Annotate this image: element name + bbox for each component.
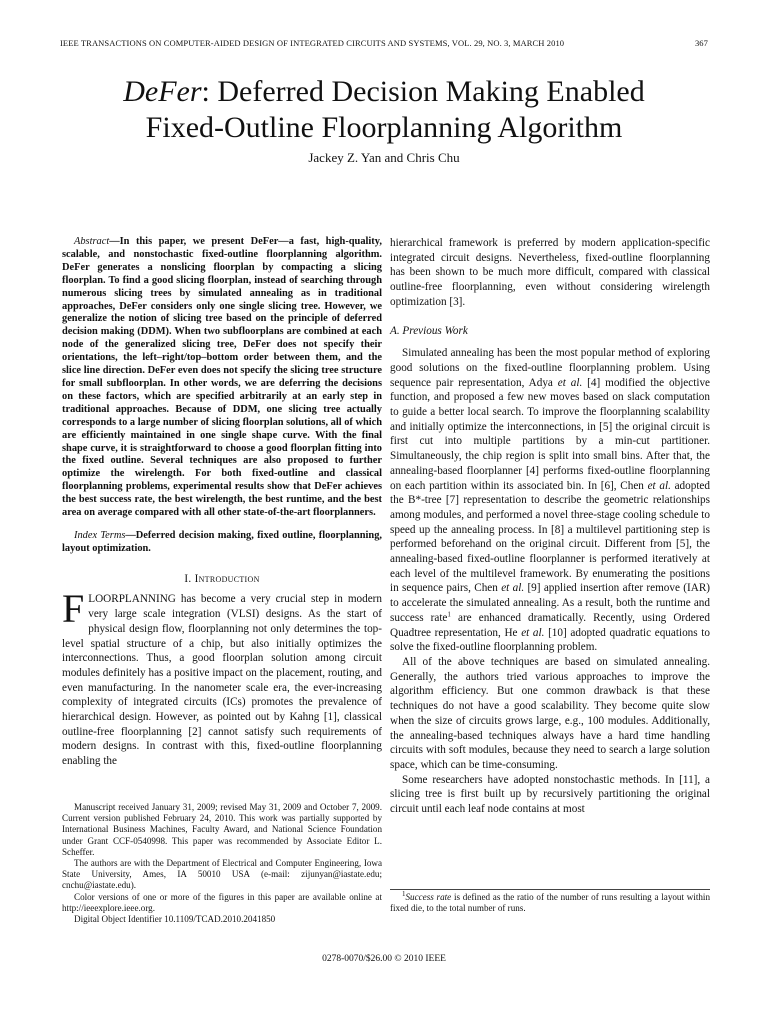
index-terms-lead: Index Terms: [74, 529, 126, 541]
previous-work-paragraph-1: [390, 346, 710, 655]
pw-etal-3: et al.: [501, 582, 525, 595]
intro-text: has become a very crucial step in modern very large scale integration (VLSI) designs. As the start of physical design flow, floorplanning not only determines the top-level spatial structure of a chip, but also initially optimizes the interconnections. Thus, a good floorplan solution among circuit modules definitely has a positive impact on the placement, routing, and even manufacturing. In the nanometer scale era, the ever-increasing complexity of integrated circuits (ICs) promotes the prevalence of hierarchical design. However, as pointed out by Kahng [1], classical outline-free floorplanning [2] cannot satisfy such requirements of modern designs. In contrast with this, fixed-outline floorplanning enabling the: [62, 593, 382, 768]
right-column: [390, 236, 710, 817]
pw-etal-2: et al.: [647, 479, 671, 492]
section-heading-introduction: [62, 572, 382, 587]
footnote-mark: 1: [402, 889, 406, 898]
footnote-1: [390, 889, 710, 914]
footnote-color: Color versions of one or more of the figures in this paper are available online at http://ieeexplore.ieee.org.: [62, 891, 382, 913]
title-italic: DeFer: [123, 75, 202, 108]
pw-text-c: adopted the B*-tree [7] representation to describe the geometric relationships among modules, and performed a novel three-stage cooling schedule to speed up the annealing process. In [8] a multilevel partitioning step is performed beforehand on the original circuit. Different from [5], the annealing-based fixed-outline floorplanner is performed iteratively at each level of the multilevel framework. By enumerating the positions in sequence pairs, Chen: [390, 479, 710, 595]
footnote-term: Success rate: [405, 892, 452, 902]
abstract: [62, 236, 382, 520]
success-rate-footnote: [390, 889, 710, 914]
pw-text-d: [9] applied insertion after remove (IAR) to accelerate the simulated annealing. As a result, both the runtime and success rate: [390, 582, 711, 624]
pw-etal-4: et al.: [521, 626, 545, 639]
previous-work-paragraph-3: Some researchers have adopted nonstochastic methods. In [11], a slicing tree is first built up by recursively partitioning the original circuit until each leaf node contains at most: [390, 773, 710, 816]
subsection-heading-previous-work: A. Previous Work: [390, 324, 468, 337]
title-line2: Fixed-Outline Floorplanning Algorithm: [145, 111, 623, 144]
drop-cap: F: [62, 586, 85, 632]
pw-etal-1: et al.: [557, 376, 583, 389]
section-title: Introduction: [194, 572, 260, 585]
intro-continued: hierarchical framework is preferred by modern application-specific integrated circuit designs. Nevertheless, fixed-outline floorplanning has been shown to be much more difficult, compared with classical outline-free floorplanning, even without considering wirelength optimization [3].: [390, 237, 710, 308]
previous-work-paragraph-2: All of the above techniques are based on simulated annealing. Generally, the authors tried various approaches to improve the algorithm efficiency. But one common drawback is that these techniques do not have a good scalability. They become quite slow when the size of circuits grows large, e.g., 100 modules. Additionally, the annealing-based techniques always have a hard time handling circuits with soft modules, because they need to search a large solution space, which can be time-consuming.: [390, 655, 710, 771]
left-column: [62, 236, 382, 769]
footnote-text: is defined as the ratio of the number of runs resulting a layout within fixed die, to the total number of runs.: [390, 892, 710, 914]
authors: Jackey Z. Yan and Chris Chu: [308, 150, 460, 165]
footnote-ref-1: 1: [447, 610, 451, 619]
paper-title: [40, 74, 728, 146]
pw-text-a: Simulated annealing has been the most popular method of exploring good solutions on the fixed-outline floorplanning problem. Using sequence pair representation, Adya: [390, 347, 710, 389]
pw-text-f: [10] adopted quadratic equations to solve the fixed-outline floorplanning problem.: [390, 626, 710, 654]
index-terms-text: —Deferred decision making, fixed outline, floorplanning, layout optimization.: [62, 529, 383, 554]
abstract-lead: Abstract: [74, 236, 110, 247]
footnote-doi: Digital Object Identifier 10.1109/TCAD.2010.2041850: [74, 914, 276, 925]
intro-first-word: LOORPLANNING: [88, 593, 176, 606]
intro-paragraph: [62, 586, 382, 768]
footnote-manuscript: Manuscript received January 31, 2009; revised May 31, 2009 and October 7, 2009. Current version published February 24, 2010. This work was partially supported by International Business Machines, Faculty Award, and National Science Foundation under Grant CCF-0540998. This paper was recommended by Associate Editor L. Scheffer.: [62, 802, 382, 857]
index-terms: [62, 530, 382, 556]
pw-text-b: [4] modified the objective function, and proposed a few new moves based on slack computation to guide a better local search. To improve the floorplanning scalability and initially optimize the interconnections, in [5] the original circuit is first cut into multiple partitions by a min-cut partitioner. Simultaneously, the chip region is split into small bins. After that, the annealing-based floorplanner [4] performs fixed-outline floorplanning on each partition within its associated bin. In [6], Chen: [390, 376, 711, 492]
footnote-affiliation: The authors are with the Department of Electrical and Computer Engineering, Iowa State University, Ames, IA 50010 USA (e-mail: zijunyan@iastate.edu; cnchu@iastate.edu).: [62, 858, 382, 891]
manuscript-footnotes: [62, 802, 382, 925]
page-number: 367: [694, 38, 708, 48]
section-numeral: I.: [184, 572, 195, 585]
pw-text-e: are enhanced dramatically. Recently, using Ordered Quadtree representation, He: [390, 611, 710, 639]
title-line1-rest: : Deferred Decision Making Enabled: [201, 75, 645, 108]
journal-header: IEEE TRANSACTIONS ON COMPUTER-AIDED DESIGN OF INTEGRATED CIRCUITS AND SYSTEMS, VOL. 29, NO. 3, MARCH 2010: [60, 38, 565, 48]
copyright-line: 0278-0070/$26.00 © 2010 IEEE: [322, 954, 446, 964]
abstract-text: —In this paper, we present DeFer—a fast, high-quality, scalable, and nonstochastic fixed-outline floorplanning algorithm. DeFer generates a nonslicing floorplan by compacting a slicing floorplan. To find a good slicing floorplan, instead of searching through numerous slicing trees by simulated annealing as in traditional approaches, DeFer considers only one single slicing tree. However, we generalize the notion of slicing tree based on the principle of deferred decision making (DDM). When two subfloorplans are combined at each node of the generalized slicing tree, DeFer does not specify their orientations, the left–right/top–bottom order between them, and the slice line direction. DeFer even does not specify the slicing tree structure for small subfloorplan. In other words, we are deferring the decisions on these factors, which are specified arbitrarily at an early step in traditional approaches. Because of DDM, one slicing tree actually corresponds to a large number of slicing floorplan solutions, all of which are efficiently maintained in one single shape curve. With the final shape curve, it is straightforward to choose a good floorplan fitting into the fixed outline. Several techniques are also proposed to further optimize the wirelength. For both fixed-outline and classical floorplanning problems, experimental results show that DeFer achieves the best success rate, the best wirelength, the best runtime, and the best area on average compared with all other state-of-the-art floorplanners.: [62, 236, 383, 519]
